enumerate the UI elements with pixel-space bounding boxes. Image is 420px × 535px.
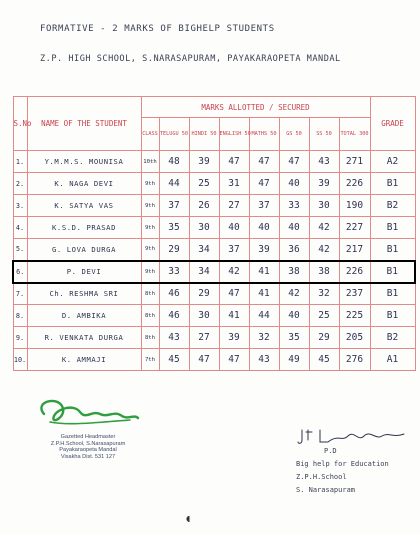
english-cell: 47: [219, 151, 249, 173]
stamp-line: Payakaraopeta Mandal: [59, 447, 117, 454]
class-cell: 9th: [141, 217, 159, 239]
student-name-cell: Ch. RESHMA SRI: [27, 283, 141, 305]
ss-cell: 45: [309, 349, 339, 371]
hindi-cell: 47: [189, 349, 219, 371]
maths-cell: 32: [249, 327, 279, 349]
student-name-cell: R. VENKATA DURGA: [27, 327, 141, 349]
hindi-cell: 27: [189, 327, 219, 349]
sno-cell: 4.: [13, 217, 27, 239]
hindi-cell: 29: [189, 283, 219, 305]
gs-cell: 40: [279, 173, 309, 195]
maths-cell: 41: [249, 283, 279, 305]
hindi-cell: 30: [189, 305, 219, 327]
telugu-cell: 33: [159, 261, 189, 283]
gs-cell: 49: [279, 349, 309, 371]
stamp-line: Visakha Dist. 531 127: [60, 453, 116, 460]
class-cell: 9th: [141, 173, 159, 195]
signer-org: Big help for Education: [296, 460, 389, 468]
table-row: [13, 173, 415, 195]
class-cell: 8th: [141, 305, 159, 327]
class-cell: 9th: [141, 261, 159, 283]
table-row: [13, 283, 415, 305]
student-name-cell: G. LOVA DURGA: [27, 239, 141, 261]
gs-cell: 42: [279, 283, 309, 305]
grade-cell: B2: [370, 327, 415, 349]
maths-cell: 41: [249, 261, 279, 283]
sno-cell: 9.: [13, 327, 27, 349]
sno-cell: 1.: [13, 151, 27, 173]
telugu-cell: 44: [159, 173, 189, 195]
ss-cell: 25: [309, 305, 339, 327]
english-cell: 47: [219, 349, 249, 371]
signer-title: P.D: [324, 447, 337, 455]
class-cell: 9th: [141, 195, 159, 217]
grade-cell: B1: [370, 239, 415, 261]
ss-cell: 42: [309, 239, 339, 261]
table-header: [13, 97, 415, 151]
sno-cell: 2.: [13, 173, 27, 195]
document-title: FORMATIVE - 2 MARKS OF BIGHELP STUDENTS: [40, 24, 275, 34]
table-row: [13, 327, 415, 349]
class-cell: 8th: [141, 327, 159, 349]
sno-cell: 7.: [13, 283, 27, 305]
total-cell: 225: [339, 305, 370, 327]
student-name-cell: D. AMBIKA: [27, 305, 141, 327]
maths-cell: 40: [249, 217, 279, 239]
maths-cell: 43: [249, 349, 279, 371]
gs-cell: 36: [279, 239, 309, 261]
english-cell: 31: [219, 173, 249, 195]
total-header: TOTAL 300: [339, 118, 370, 151]
signer-block: [296, 445, 416, 497]
grade-cell: B1: [370, 173, 415, 195]
signer-place: S. Narasapuram: [296, 486, 356, 494]
english-cell: 37: [219, 239, 249, 261]
total-cell: 226: [339, 261, 370, 283]
grade-cell: B1: [370, 283, 415, 305]
telugu-cell: 46: [159, 305, 189, 327]
english-cell: 47: [219, 283, 249, 305]
gs-cell: 40: [279, 305, 309, 327]
ss-cell: 39: [309, 173, 339, 195]
total-cell: 217: [339, 239, 370, 261]
ss-header: SS 50: [309, 118, 339, 151]
hindi-cell: 26: [189, 195, 219, 217]
class-cell: 9th: [141, 239, 159, 261]
class-header: CLASS: [141, 118, 159, 151]
ss-cell: 32: [309, 283, 339, 305]
student-name-cell: K.S.D. PRASAD: [27, 217, 141, 239]
stamp-line: Z.P.H.School, S.Narasapuram: [50, 440, 126, 447]
telugu-cell: 48: [159, 151, 189, 173]
telugu-cell: 45: [159, 349, 189, 371]
table-row: [13, 195, 415, 217]
student-name-cell: Y.M.M.S. MOUNISA: [27, 151, 141, 173]
signer-school: Z.P.H.School: [296, 473, 347, 481]
table-row: [13, 305, 415, 327]
table-row: [13, 239, 415, 261]
grade-cell: B1: [370, 217, 415, 239]
grade-header: GRADE: [370, 97, 415, 151]
gs-header: GS 50: [279, 118, 309, 151]
sno-header: S.No: [13, 97, 27, 151]
ss-cell: 30: [309, 195, 339, 217]
telugu-cell: 35: [159, 217, 189, 239]
class-cell: 7th: [141, 349, 159, 371]
english-header: ENGLISH 50: [219, 118, 249, 151]
sno-cell: 5.: [13, 239, 27, 261]
maths-cell: 47: [249, 173, 279, 195]
student-name-cell: K. AMMAJI: [27, 349, 141, 371]
table-row: [13, 217, 415, 239]
maths-cell: 44: [249, 305, 279, 327]
total-cell: 190: [339, 195, 370, 217]
ss-cell: 42: [309, 217, 339, 239]
maths-cell: 47: [249, 151, 279, 173]
grade-cell: B2: [370, 195, 415, 217]
gs-cell: 38: [279, 261, 309, 283]
maths-cell: 39: [249, 239, 279, 261]
total-cell: 237: [339, 283, 370, 305]
maths-cell: 37: [249, 195, 279, 217]
marks-table: [12, 96, 416, 371]
total-cell: 226: [339, 173, 370, 195]
ss-cell: 43: [309, 151, 339, 173]
telugu-header: TELUGU 50: [159, 118, 189, 151]
sno-cell: 6.: [13, 261, 27, 283]
maths-header: MATHS 50: [249, 118, 279, 151]
student-name-cell: P. DEVI: [27, 261, 141, 283]
hindi-cell: 34: [189, 261, 219, 283]
telugu-cell: 46: [159, 283, 189, 305]
total-cell: 276: [339, 349, 370, 371]
grade-cell: A2: [370, 151, 415, 173]
student-name-cell: K. NAGA DEVI: [27, 173, 141, 195]
highlighted-table-row: [13, 261, 415, 283]
student-name-cell: K. SATYA VAS: [27, 195, 141, 217]
class-cell: 10th: [141, 151, 159, 173]
english-cell: 41: [219, 305, 249, 327]
hindi-cell: 25: [189, 173, 219, 195]
total-cell: 227: [339, 217, 370, 239]
gs-cell: 47: [279, 151, 309, 173]
telugu-cell: 43: [159, 327, 189, 349]
table-row: [13, 151, 415, 173]
grade-cell: A1: [370, 349, 415, 371]
grade-cell: B1: [370, 305, 415, 327]
sno-cell: 8.: [13, 305, 27, 327]
total-cell: 271: [339, 151, 370, 173]
telugu-cell: 37: [159, 195, 189, 217]
name-header: NAME OF THE STUDENT: [27, 97, 141, 151]
class-cell: 8th: [141, 283, 159, 305]
hindi-cell: 34: [189, 239, 219, 261]
ss-cell: 29: [309, 327, 339, 349]
sno-cell: 3.: [13, 195, 27, 217]
sno-cell: 10.: [13, 349, 27, 371]
stamp-line: Gazetted Headmaster: [60, 434, 116, 440]
grade-cell: B1: [370, 261, 415, 283]
school-name: Z.P. HIGH SCHOOL, S.NARASAPURAM, PAYAKARAOPETA MANDAL: [40, 54, 341, 64]
hindi-cell: 30: [189, 217, 219, 239]
total-cell: 205: [339, 327, 370, 349]
table-row: [13, 349, 415, 371]
marks-group-header: MARKS ALLOTTED / SECURED: [141, 97, 370, 118]
hindi-cell: 39: [189, 151, 219, 173]
telugu-cell: 29: [159, 239, 189, 261]
gs-cell: 35: [279, 327, 309, 349]
headmaster-stamp: [28, 434, 148, 460]
page-mark-icon: ◖: [186, 514, 191, 523]
gs-cell: 40: [279, 217, 309, 239]
english-cell: 42: [219, 261, 249, 283]
table-body: [13, 151, 415, 371]
english-cell: 39: [219, 327, 249, 349]
hindi-header: HINDI 50: [189, 118, 219, 151]
english-cell: 27: [219, 195, 249, 217]
english-cell: 40: [219, 217, 249, 239]
gs-cell: 33: [279, 195, 309, 217]
ss-cell: 38: [309, 261, 339, 283]
